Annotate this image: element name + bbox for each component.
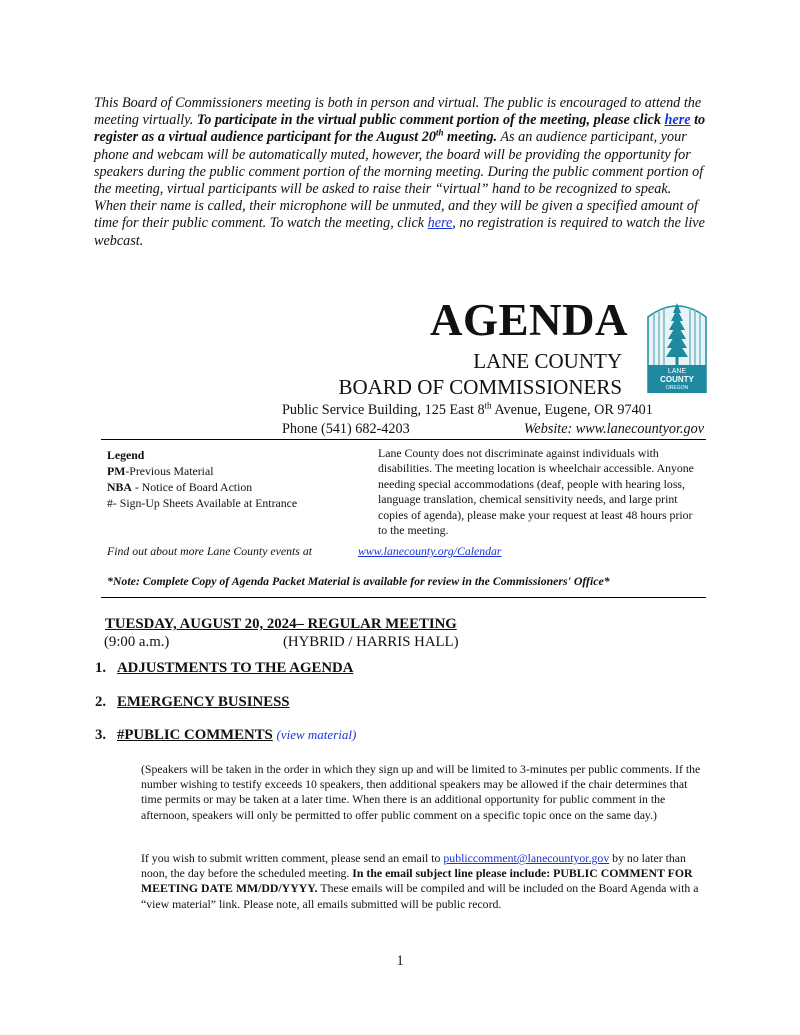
agenda-item [95, 727, 356, 744]
nondiscrimination-statement: Lane County does not discriminate against individuals with disabilities. The meeting location is wheelchair accessible. Anyone needing special accommodations (deaf, people with hearing loss, language translation, chemical sensitivity needs, and large print copies of agenda), please make your request at least 48 hours prior to the meeting. [378, 446, 694, 538]
intro-text-3: , no registration is required to watch the live webcast. [94, 215, 705, 249]
agenda-item-number: 2. [95, 694, 107, 710]
agenda-item-number: 3. [95, 727, 107, 743]
agenda-item-label: #PUBLIC COMMENTS [117, 727, 273, 743]
intro-bold-3: meeting. [443, 129, 498, 146]
view-material-link[interactable]: (view material) [276, 727, 357, 742]
header-divider [101, 439, 706, 440]
county-name: LANE COUNTY [473, 349, 622, 373]
address [282, 401, 653, 419]
agenda-item-number: 1. [95, 660, 107, 676]
events-text: Find out about more Lane County events at [107, 544, 312, 558]
legend-title: Legend [107, 448, 145, 462]
calendar-link[interactable]: www.lanecounty.org/Calendar [358, 544, 502, 558]
written-post: These emails will be compiled and will be included on the Board Agenda with a “view material” link. Please note, all emails submitted will be public record. [141, 881, 699, 911]
agenda-packet-note: *Note: Complete Copy of Agenda Packet Material is available for review in the Commissioners' Office* [107, 574, 610, 588]
legend-pm-key: PM [107, 464, 126, 478]
board-name: BOARD OF COMMISSIONERS [338, 375, 622, 399]
intro-paragraph [94, 95, 706, 250]
written-bold: In the email subject line please include: PUBLIC COMMENT FOR MEETING DATE MM/DD/YYYY. [141, 866, 693, 896]
register-link[interactable]: here [664, 112, 691, 129]
legend-nba-key: NBA [107, 480, 132, 494]
agenda-item-label: EMERGENCY BUSINESS [117, 694, 290, 710]
lane-county-logo [646, 297, 708, 393]
intro-bold-1: To participate in the virtual public comment portion of the meeting, please click [196, 112, 665, 129]
intro-bold-2: to register as a virtual audience participant for the August 20 [94, 112, 706, 146]
watch-link[interactable]: here [427, 215, 453, 232]
website: Website: www.lanecountyor.gov [523, 421, 704, 437]
written-pre: If you wish to submit written comment, please send an email to [141, 851, 444, 865]
note-divider [101, 597, 706, 598]
email-link[interactable]: publiccomment@lanecountyor.gov [443, 851, 610, 865]
agenda-item [95, 660, 353, 677]
phone: Phone (541) 682-4203 [282, 421, 410, 437]
speakers-paragraph: (Speakers will be taken in the order in which they sign up and will be limited to 3-minutes per public comments. If the number wishing to testify exceeds 10 speakers, then additional speakers may be allowed if the chair determines that time permits or may be taken at a later time. When there is an additional opportunity for public comment in the afternoon, speakers will only be permitted to offer public comment on a specific topic once on the same day.) [141, 762, 701, 822]
meeting-title: TUESDAY, AUGUST 20, 2024– REGULAR MEETING [105, 616, 457, 632]
page-title: AGENDA [429, 295, 628, 345]
legend [107, 447, 297, 511]
logo-text-2: COUNTY [660, 375, 694, 384]
agenda-item-label: ADJUSTMENTS TO THE AGENDA [117, 660, 354, 676]
legend-nba-text: - Notice of Board Action [131, 480, 253, 494]
written-mid: by no later than noon, the day before the scheduled meeting. [141, 851, 686, 881]
address-pre: Public Service Building, 125 East 8 [282, 402, 485, 418]
address-sup: th [484, 400, 492, 411]
legend-pm-text: -Previous Material [125, 464, 214, 478]
intro-text-2: As an audience participant, your phone and webcam will be automatically muted, however, the board will be providing the opportunity for speakers during the public comment portion of the morning meeting. During the public comment portion of the meeting, virtual participants will be asked to raise their “virtual” hand to be recognized to speak. When their name is called, their microphone will be unmuted, and they will be given a specified amount of time for their public comment. To watch the meeting, click [94, 129, 704, 232]
logo-text-1: LANE [667, 368, 687, 375]
meeting-location: (HYBRID / HARRIS HALL) [283, 634, 459, 650]
written-comment-paragraph [141, 851, 709, 912]
legend-nba [107, 479, 297, 495]
intro-text-1: This Board of Commissioners meeting is both in person and virtual. The public is encouraged to attend the meeting virtually. [94, 95, 702, 129]
address-post: Avenue, Eugene, OR 97401 [491, 402, 653, 418]
logo-text-3: OREGON [665, 385, 689, 391]
page-number: 1 [396, 953, 404, 969]
legend-pm [107, 463, 297, 479]
intro-bold-2-sup: th [435, 127, 444, 138]
meeting-time: (9:00 a.m.) [104, 634, 170, 650]
legend-signup: #- Sign-Up Sheets Available at Entrance [107, 496, 298, 510]
agenda-item [95, 694, 290, 711]
